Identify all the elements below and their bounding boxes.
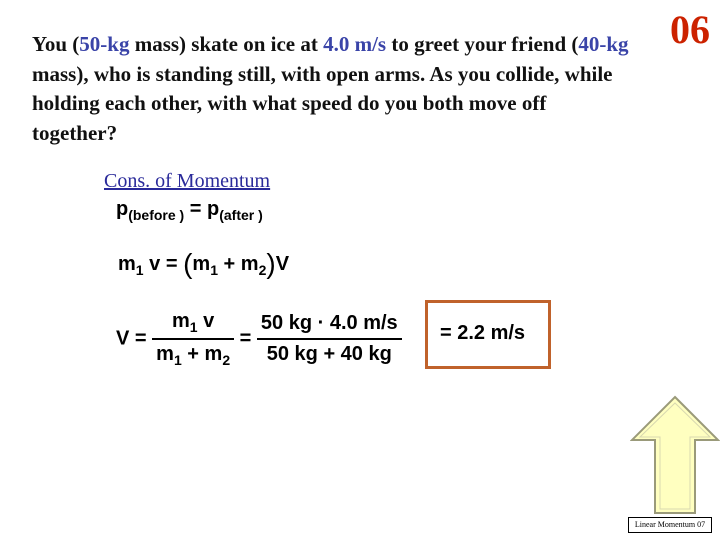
eq-sub: (after ) xyxy=(219,207,263,223)
eq-text: m xyxy=(118,253,136,275)
problem-part: You ( xyxy=(32,32,80,56)
eq-text: = p xyxy=(184,198,220,220)
speed-value: 4.0 m/s xyxy=(323,32,387,56)
problem-text xyxy=(32,30,632,148)
eq-sub: 2 xyxy=(222,352,231,368)
conservation-of-momentum-link[interactable]: Cons. of Momentum xyxy=(104,170,271,192)
fraction-denominator xyxy=(152,340,234,368)
eq-sub: 1 xyxy=(173,352,182,368)
paren-close: ) xyxy=(266,248,276,279)
equation-solve-v xyxy=(116,310,402,368)
eq-text: v = xyxy=(143,253,184,275)
eq-text: m xyxy=(192,253,211,275)
paren-open: ( xyxy=(183,248,193,279)
eq-sub: 1 xyxy=(189,319,198,335)
eq-text: V xyxy=(275,253,290,275)
fraction-numerator xyxy=(152,310,234,340)
eq-text: = xyxy=(239,327,257,350)
eq-text: + m xyxy=(218,253,259,275)
equation-momentum-before-after xyxy=(116,198,263,223)
eq-text: v xyxy=(197,310,215,332)
fraction-numerator: 50 kg · 4.0 m/s xyxy=(257,312,402,340)
home-button[interactable] xyxy=(630,395,720,520)
footer-label: Linear Momentum 07 xyxy=(628,517,712,533)
up-arrow-icon xyxy=(630,395,720,515)
mass-friend: 40-kg xyxy=(578,32,629,56)
eq-sub: 1 xyxy=(210,262,218,278)
equation-momentum-sum xyxy=(118,248,289,280)
mass-you: 50-kg xyxy=(79,32,130,56)
eq-sub: 2 xyxy=(258,262,267,278)
fraction-denominator: 50 kg + 40 kg xyxy=(266,343,392,365)
eq-text: V = xyxy=(116,327,153,350)
eq-text: m xyxy=(171,310,190,332)
problem-part: to greet your friend ( xyxy=(386,32,579,56)
eq-sub: 1 xyxy=(135,262,144,278)
eq-sub: (before ) xyxy=(128,207,185,223)
fraction-numeric xyxy=(257,312,402,366)
slide-number: 06 xyxy=(670,7,710,52)
eq-text: + m xyxy=(181,343,223,365)
problem-part: mass), who is standing still, with open arms. As you collide, while holding each other, with what speed do you both move off together? xyxy=(32,61,613,145)
problem-part: mass) skate on ice at xyxy=(129,32,324,56)
answer-value: = 2.2 m/s xyxy=(440,322,526,344)
eq-text: m xyxy=(156,343,174,365)
eq-text: p xyxy=(116,198,129,220)
fraction-symbolic xyxy=(152,310,234,368)
